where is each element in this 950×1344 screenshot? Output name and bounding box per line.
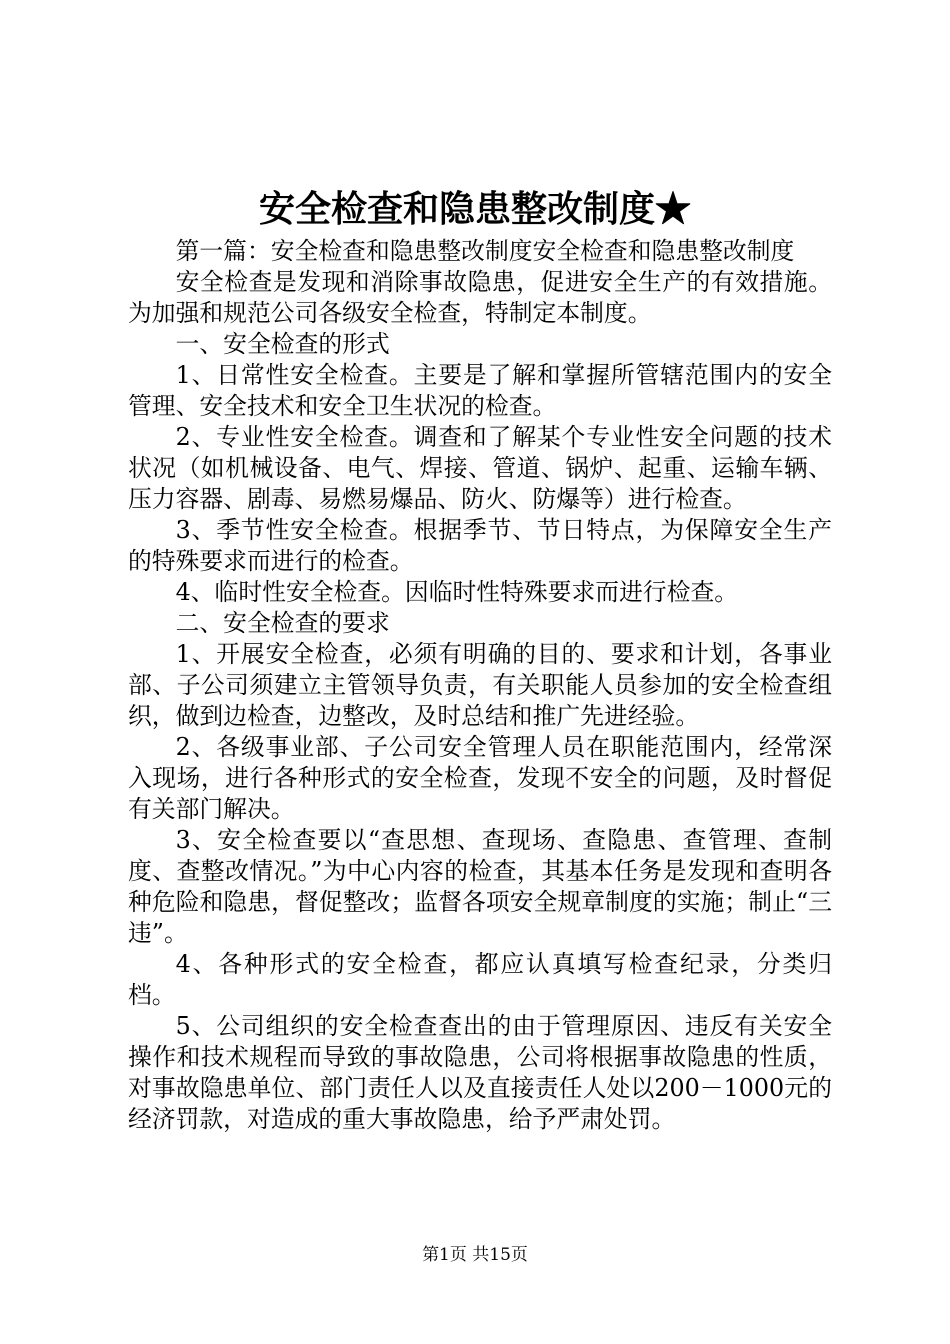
document-title: 安全检查和隐患整改制度★: [258, 188, 691, 230]
document-body: [128, 236, 832, 1135]
paragraph: 2、各级事业部、子公司安全管理人员在职能范围内，经常深入现场，进行各种形式的安全检查，发现不安全的问题，及时督促有关部门解决。: [128, 733, 832, 823]
paragraph: 第一篇：安全检查和隐患整改制度安全检查和隐患整改制度: [175, 237, 795, 265]
section-heading: 一、安全检查的形式: [175, 330, 390, 358]
section-heading: 二、安全检查的要求: [175, 609, 390, 637]
paragraph: 3、季节性安全检查。根据季节、节日特点，为保障安全生产的特殊要求而进行的检查。: [128, 516, 832, 575]
paragraph: 1、日常性安全检查。主要是了解和掌握所管辖范围内的安全管理、安全技术和安全卫生状况的检查。: [128, 361, 832, 420]
paragraph: 3、安全检查要以“查思想、查现场、查隐患、查管理、查制度、查整改情况。”为中心内容的检查，其基本任务是发现和查明各种危险和隐患，督促整改；监督各项安全规章制度的实施；制止“三违”。: [128, 826, 832, 947]
paragraph: 2、专业性安全检查。调查和了解某个专业性安全问题的技术状况（如机械设备、电气、焊接、管道、锅炉、起重、运输车辆、压力容器、剧毒、易燃易爆品、防火、防爆等）进行检查。: [128, 423, 832, 513]
paragraph: 4、临时性安全检查。因临时性特殊要求而进行检查。: [175, 578, 739, 606]
paragraph: 4、各种形式的安全检查，都应认真填写检查纪录，分类归档。: [128, 950, 832, 1009]
page-number-footer: 第1页 共15页: [422, 1245, 528, 1265]
paragraph: 安全检查是发现和消除事故隐患，促进安全生产的有效措施。为加强和规范公司各级安全检查，特制定本制度。: [128, 268, 832, 327]
paragraph: 5、公司组织的安全检查查出的由于管理原因、违反有关安全操作和技术规程而导致的事故隐患，公司将根据事故隐患的性质，对事故隐患单位、部门责任人以及直接责任人处以200－1000元的经济罚款，对造成的重大事故隐患，给予严肃处罚。: [128, 1012, 832, 1133]
paragraph: 1、开展安全检查，必须有明确的目的、要求和计划，各事业部、子公司须建立主管领导负责，有关职能人员参加的安全检查组织，做到边检查，边整改，及时总结和推广先进经验。: [128, 640, 832, 730]
